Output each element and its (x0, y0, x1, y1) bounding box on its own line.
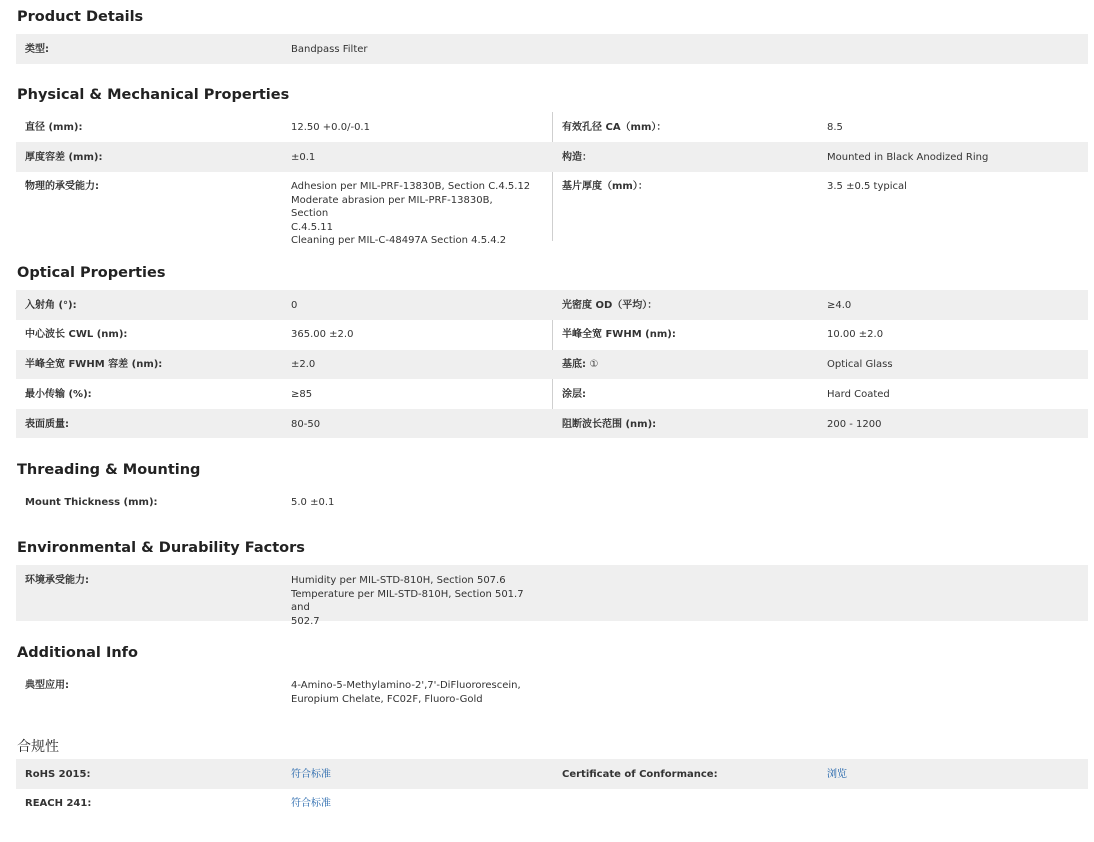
rohs-compliance-link[interactable]: 符合标准 (291, 769, 331, 780)
spec-row (16, 759, 1088, 789)
spec-label: 基片厚度（mm）： (562, 181, 648, 192)
spec-row (16, 379, 1088, 409)
spec-value: 10.00 ±2.0 (827, 329, 884, 340)
spec-label: 构造： (562, 152, 592, 163)
spec-label: Certificate of Conformance: (562, 769, 718, 780)
spec-label: 有效孔径 CA（mm）： (562, 122, 667, 133)
spec-row (16, 789, 1088, 819)
spec-row (16, 172, 1088, 246)
spec-value-line: Adhesion per MIL-PRF-13830B, Section C.4.5.12 (291, 181, 531, 192)
spec-value: Bandpass Filter (291, 44, 368, 55)
spec-value: 365.00 ±2.0 (291, 329, 354, 340)
info-icon[interactable]: ① (589, 359, 599, 370)
spec-value (291, 180, 531, 248)
spec-row (16, 350, 1088, 379)
spec-label: 环境承受能力: (25, 575, 89, 586)
section-title-additional-info: Additional Info (17, 645, 138, 661)
spec-label: 半峰全宽 FWHM (nm): (562, 329, 676, 340)
spec-label: REACH 241: (25, 798, 92, 809)
certificate-view-link[interactable]: 浏览 (827, 769, 847, 780)
spec-row (16, 112, 1088, 142)
spec-label: 表面质量: (25, 419, 69, 430)
section-title-environmental-durability: Environmental & Durability Factors (17, 540, 305, 556)
spec-label: 类型: (25, 44, 49, 55)
spec-row (16, 565, 1088, 627)
spec-label (562, 358, 598, 372)
spec-value (291, 574, 531, 628)
spec-value: ≥4.0 (827, 300, 852, 311)
spec-value-line: Temperature per MIL-STD-810H, Section 501.7 and (291, 588, 524, 613)
spec-value-line: 4-Amino-5-Methylamino-2',7'-DiFluororescein, (291, 680, 521, 691)
spec-value: 12.50 +0.0/-0.1 (291, 122, 370, 133)
spec-row (16, 488, 1088, 518)
spec-label: 物理的承受能力: (25, 181, 99, 192)
spec-value: ±2.0 (291, 359, 316, 370)
spec-label: 中心波长 CWL (nm): (25, 329, 128, 340)
spec-value-line: Europium Chelate, FC02F, Fluoro-Gold (291, 693, 483, 705)
spec-value: Optical Glass (827, 359, 893, 370)
spec-label: 半峰全宽 FWHM 容差 (nm): (25, 359, 163, 370)
spec-label: 最小传输 (%): (25, 389, 92, 400)
section-title-threading-mounting: Threading & Mounting (17, 462, 201, 478)
spec-row (16, 142, 1088, 172)
section-title-optical-properties: Optical Properties (17, 265, 166, 281)
spec-value (291, 679, 531, 706)
spec-label: 光密度 OD（平均）： (562, 300, 658, 311)
spec-value-line: Humidity per MIL-STD-810H, Section 507.6 (291, 575, 506, 586)
spec-label: 入射角 (°): (25, 300, 77, 311)
spec-value: 5.0 ±0.1 (291, 497, 335, 508)
spec-value-line: C.4.5.11 (291, 221, 333, 233)
spec-value-line: Moderate abrasion per MIL-PRF-13830B, Section (291, 194, 493, 219)
spec-row (16, 409, 1088, 438)
spec-label: 厚度容差 (mm): (25, 152, 103, 163)
spec-row (16, 290, 1088, 320)
section-title-compliance: 合规性 (17, 739, 59, 755)
section-title-product-details: Product Details (17, 9, 144, 25)
spec-label: 涂层: (562, 389, 586, 400)
reach-compliance-link[interactable]: 符合标准 (291, 798, 331, 809)
spec-row (16, 671, 1088, 715)
spec-value: Hard Coated (827, 389, 890, 400)
spec-label-text: 基底: (562, 359, 586, 370)
spec-value: ±0.1 (291, 152, 316, 163)
spec-label: RoHS 2015: (25, 769, 91, 780)
spec-label: 直径 (mm): (25, 122, 83, 133)
spec-label: Mount Thickness (mm): (25, 497, 158, 508)
spec-value: 3.5 ±0.5 typical (827, 181, 907, 192)
spec-value: 0 (291, 300, 298, 311)
spec-value: 200 - 1200 (827, 419, 882, 430)
spec-value-line: 502.7 (291, 615, 320, 627)
spec-value: 80-50 (291, 419, 321, 430)
spec-value: ≥85 (291, 389, 313, 400)
spec-label: 典型应用: (25, 680, 69, 691)
spec-row (16, 320, 1088, 350)
spec-value: 8.5 (827, 122, 843, 133)
spec-label: 阻断波长范围 (nm): (562, 419, 657, 430)
spec-value-line: Cleaning per MIL-C-48497A Section 4.5.4.2 (291, 235, 507, 246)
spec-value: Mounted in Black Anodized Ring (827, 152, 989, 163)
section-title-physical-mechanical: Physical & Mechanical Properties (17, 87, 290, 103)
spec-row (16, 34, 1088, 64)
